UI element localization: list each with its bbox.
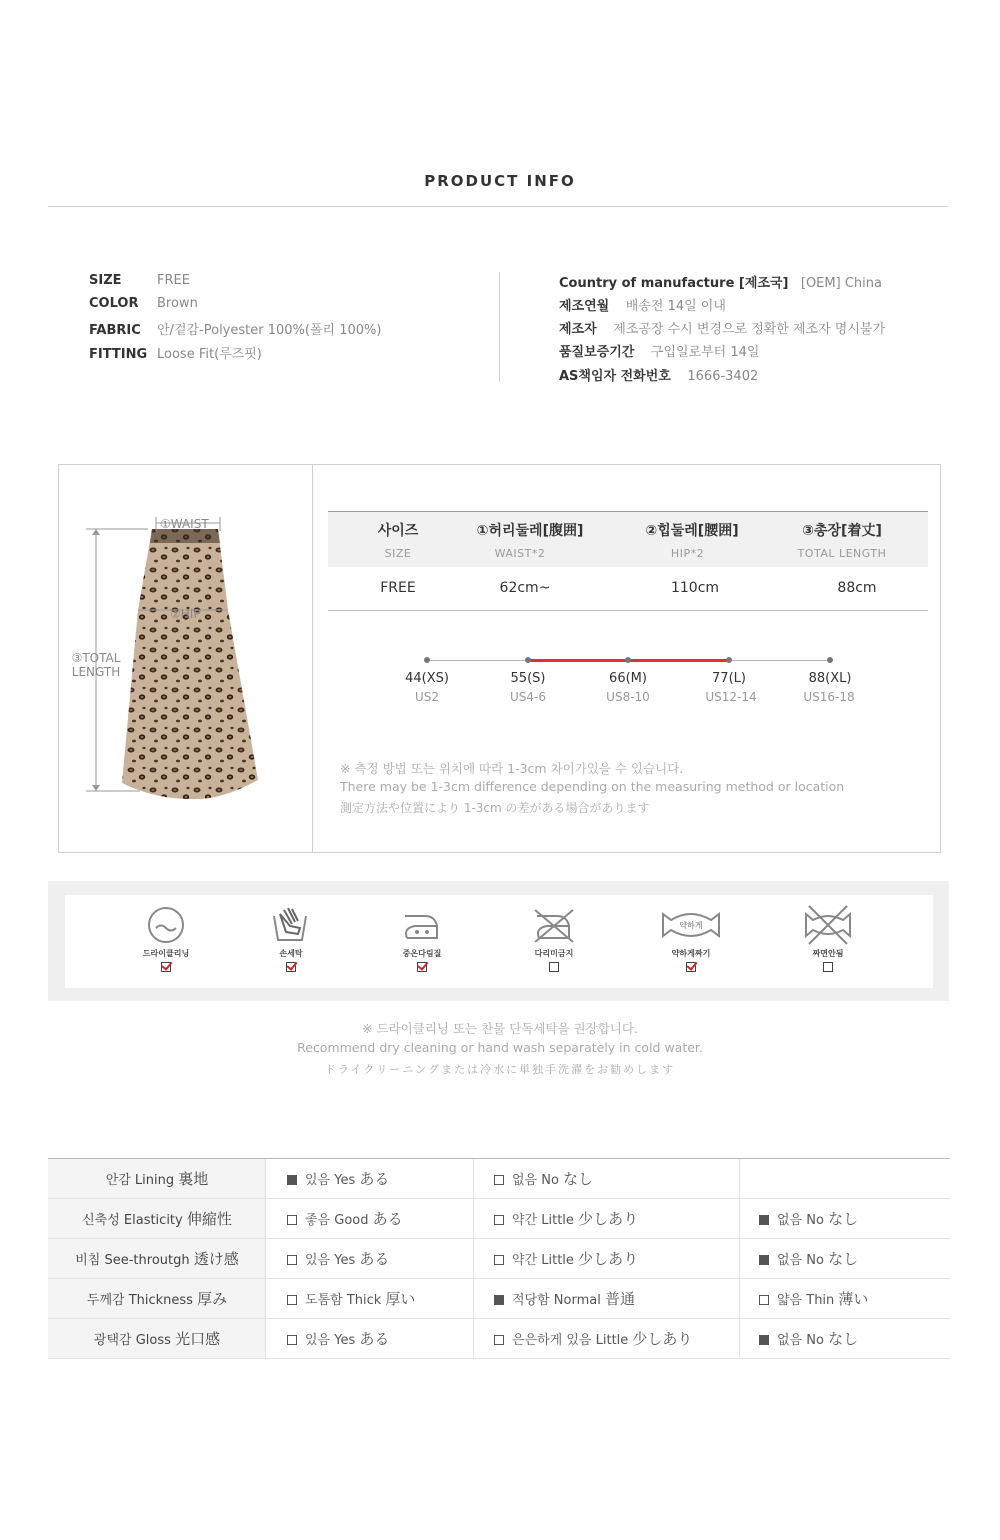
info-label: AS책임자 전화번호 (559, 369, 671, 384)
label-text: 두께감 Thickness (86, 1293, 193, 1308)
fabric-table-vline (473, 1159, 474, 1358)
gloss-yes-option (287, 1328, 389, 1349)
label-ja: 裏地 (178, 1170, 209, 1188)
option-ja: ある (359, 1170, 390, 1188)
as-phone (559, 365, 758, 384)
care-label: 약하게짜기 (671, 949, 711, 958)
option-text: 적당함 Normal (512, 1293, 601, 1308)
checkbox (287, 1215, 297, 1225)
measure-note-ko: ※ 측정 방법 또는 위치에 따라 1-3cm 차이가있을 수 있습니다. (340, 761, 684, 776)
info-value: 1666-3402 (687, 369, 759, 384)
length-measure-label (68, 651, 124, 679)
info-value: Brown (157, 296, 198, 311)
label-text: 광택감 Gloss (93, 1333, 171, 1348)
option-ja: 厚い (385, 1290, 416, 1308)
option-ja: なし (828, 1250, 859, 1268)
hip-col-header-en: HIP*2 (670, 547, 705, 560)
size-cell: FREE (380, 580, 416, 596)
option-ja: 少しあり (578, 1250, 639, 1268)
option-text: 약간 Little (512, 1253, 574, 1268)
fabric-table-row-line (48, 1238, 950, 1239)
info-label: FITTING (89, 347, 148, 362)
option-ja: なし (828, 1210, 859, 1228)
page-title: PRODUCT INFO (424, 172, 576, 190)
length-col-header-en: TOTAL LENGTH (797, 547, 887, 560)
checkbox (287, 1175, 297, 1185)
option-text: 없음 No (512, 1173, 559, 1188)
fabric-row-label-lining (48, 1168, 266, 1189)
care-item-dry-clean (121, 904, 211, 972)
care-note-en: Recommend dry cleaning or hand wash separately in cold water. (297, 1040, 703, 1055)
care-checkbox (286, 962, 296, 972)
option-ja: なし (563, 1170, 594, 1188)
option-text: 있음 Yes (305, 1333, 356, 1348)
care-checkbox (161, 962, 171, 972)
size-scale-dot (827, 657, 833, 663)
care-label: 손세탁 (279, 949, 303, 958)
option-text: 없음 No (777, 1213, 824, 1228)
dry-clean-icon (145, 904, 187, 946)
info-label: Country of manufacture [제조국] (559, 276, 789, 291)
info-size (89, 273, 190, 288)
option-text: 얇음 Thin (777, 1293, 835, 1308)
wring-icon-text: 약하게 (679, 921, 703, 930)
info-fitting (89, 343, 262, 362)
info-value: 배송전 14일 이내 (625, 299, 726, 314)
option-text: 없음 No (777, 1253, 824, 1268)
gentle-wring-icon (661, 904, 721, 946)
label-text: 신축성 Elasticity (82, 1213, 183, 1228)
waist-col-header-en: WAIST*2 (494, 547, 546, 560)
label-ja: 伸縮性 (186, 1210, 232, 1228)
size-scale-dot (726, 657, 732, 663)
option-ja: ある (359, 1330, 390, 1348)
scale-us-label: US4-6 (510, 690, 546, 704)
scale-us-label: US2 (414, 690, 440, 704)
checkbox (759, 1255, 769, 1265)
fabric-table-row-line (48, 1358, 950, 1359)
option-text: 약간 Little (512, 1213, 574, 1228)
fabric-table-row-line (48, 1318, 950, 1319)
care-item-no-wring (783, 904, 873, 972)
iron-medium-icon (399, 904, 445, 946)
care-item-iron (377, 904, 467, 972)
info-label: 제조자 (559, 322, 597, 337)
no-iron-icon (531, 904, 577, 946)
option-ja: 少しあり (578, 1210, 639, 1228)
label-ja: 厚み (197, 1290, 228, 1308)
fabric-row-label-see-through (48, 1248, 266, 1269)
hand-wash-icon (270, 904, 312, 946)
care-item-hand-wash (246, 904, 336, 972)
manufacturer (559, 318, 885, 337)
info-color (89, 296, 198, 311)
thickness-thick-option (287, 1288, 415, 1309)
option-ja: ある (359, 1250, 390, 1268)
care-item-gentle-wring (646, 904, 736, 972)
care-checkbox (417, 962, 427, 972)
info-value: FREE (157, 273, 190, 288)
size-scale-dot (525, 657, 531, 663)
info-label: 품질보증기간 (559, 345, 635, 360)
care-checkbox (686, 962, 696, 972)
gloss-no-option (759, 1328, 858, 1349)
scale-size-label: 55(S) (510, 671, 546, 686)
fabric-row-label-elasticity (48, 1208, 266, 1229)
hip-cell: 110cm (670, 580, 720, 596)
fabric-table-vline (739, 1159, 740, 1358)
length-label-line1: ③TOTAL (71, 651, 121, 665)
see-through-little-option (494, 1248, 638, 1269)
lining-no-option (494, 1168, 593, 1189)
checkbox (494, 1295, 504, 1305)
info-label: FABRIC (89, 323, 141, 338)
checkbox (287, 1335, 297, 1345)
manufacture-date (559, 295, 726, 314)
fabric-table-row-line (48, 1198, 950, 1199)
fabric-row-label-thickness (48, 1288, 266, 1309)
checkbox (287, 1295, 297, 1305)
label-ja: 光口感 (175, 1330, 221, 1348)
thickness-normal-option (494, 1288, 635, 1309)
measure-note-ja: 測定方法や位置により 1-3cm の差がある場合があります (340, 801, 650, 815)
checkbox (494, 1215, 504, 1225)
option-text: 없음 No (777, 1333, 824, 1348)
waist-measure-label: ①WAIST (160, 517, 209, 531)
option-ja: なし (828, 1330, 859, 1348)
see-through-no-option (759, 1248, 858, 1269)
fabric-row-label-gloss (48, 1328, 266, 1349)
warranty-period (559, 341, 759, 360)
size-section-divider (312, 465, 313, 852)
care-item-no-iron (509, 904, 599, 972)
checkbox (759, 1215, 769, 1225)
no-tumble-dry-icon (803, 904, 853, 946)
option-text: 있음 Yes (305, 1173, 356, 1188)
title-divider (48, 206, 948, 207)
scale-size-label: 88(XL) (808, 671, 852, 686)
scale-size-label: 44(XS) (405, 671, 449, 686)
option-ja: ある (372, 1210, 403, 1228)
info-value: 제조공장 수시 변경으로 정확한 제조자 명시불가 (613, 322, 886, 337)
length-col-header: ③총장[着丈] (802, 523, 882, 539)
length-cell: 88cm (837, 580, 877, 596)
checkbox (287, 1255, 297, 1265)
size-scale-dot (625, 657, 631, 663)
scale-us-label: US16-18 (803, 690, 855, 704)
checkbox (759, 1295, 769, 1305)
checkbox (494, 1175, 504, 1185)
info-label: COLOR (89, 296, 139, 311)
label-ja: 透け感 (193, 1250, 239, 1268)
gloss-little-option (494, 1328, 692, 1349)
info-fabric (89, 319, 381, 338)
info-value: 구입일로부터 14일 (650, 345, 760, 360)
option-text: 좋음 Good (305, 1213, 369, 1228)
size-col-header-en: SIZE (384, 547, 412, 560)
care-note-ja: ドライクリーニングまたは冷水に単独手洗濯をお勧めします (324, 1063, 676, 1076)
size-col-header: 사이즈 (377, 523, 419, 539)
option-ja: 薄い (838, 1290, 869, 1308)
care-label: 드라이클리닝 (142, 949, 190, 958)
hip-measure-label: ②HIP (170, 607, 201, 621)
scale-size-label: 66(M) (609, 671, 647, 686)
care-note-ko: ※ 드라이클리닝 또는 찬물 단독세탁을 권장합니다. (362, 1021, 638, 1036)
size-table-bottom-line (328, 610, 928, 611)
length-label-line2: LENGTH (71, 665, 121, 679)
info-value: 안/겉감-Polyester 100%(폴리 100%) (157, 323, 382, 338)
care-label: 중온다림질 (402, 949, 442, 958)
info-value: Loose Fit(루즈핏) (157, 347, 262, 362)
measure-note-en: There may be 1-3cm difference depending on the measuring method or location (340, 779, 845, 794)
manufacture-country (559, 272, 882, 291)
size-scale-dot (424, 657, 430, 663)
checkbox (494, 1335, 504, 1345)
checkbox (494, 1255, 504, 1265)
info-value: [OEM] China (800, 276, 882, 291)
label-text: 비침 See-throutgh (75, 1253, 190, 1268)
care-label: 다리미금지 (534, 949, 574, 958)
info-label: 제조연월 (559, 299, 610, 314)
see-through-yes-option (287, 1248, 389, 1269)
option-text: 도톰함 Thick (305, 1293, 382, 1308)
lining-yes-option (287, 1168, 389, 1189)
checkbox (759, 1335, 769, 1345)
info-divider (499, 272, 500, 382)
scale-us-label: US8-10 (606, 690, 650, 704)
label-text: 안감 Lining (105, 1173, 175, 1188)
elasticity-little-option (494, 1208, 638, 1229)
scale-us-label: US12-14 (705, 690, 757, 704)
thickness-thin-option (759, 1288, 868, 1309)
care-label: 짜면안됨 (812, 949, 844, 958)
info-label: SIZE (89, 273, 122, 288)
scale-size-label: 77(L) (712, 671, 746, 686)
option-ja: 少しあり (632, 1330, 693, 1348)
option-ja: 普通 (604, 1290, 635, 1308)
option-text: 있음 Yes (305, 1253, 356, 1268)
fabric-table-row-line (48, 1278, 950, 1279)
waist-col-header: ①허리둘레[腹囲] (476, 523, 584, 539)
waist-cell: 62cm~ (499, 580, 551, 596)
hip-col-header: ②힙둘레[腰囲] (645, 523, 739, 539)
elasticity-good-option (287, 1208, 403, 1229)
elasticity-no-option (759, 1208, 858, 1229)
care-checkbox (549, 962, 559, 972)
care-checkbox (823, 962, 833, 972)
option-text: 은은하게 있음 Little (512, 1333, 629, 1348)
